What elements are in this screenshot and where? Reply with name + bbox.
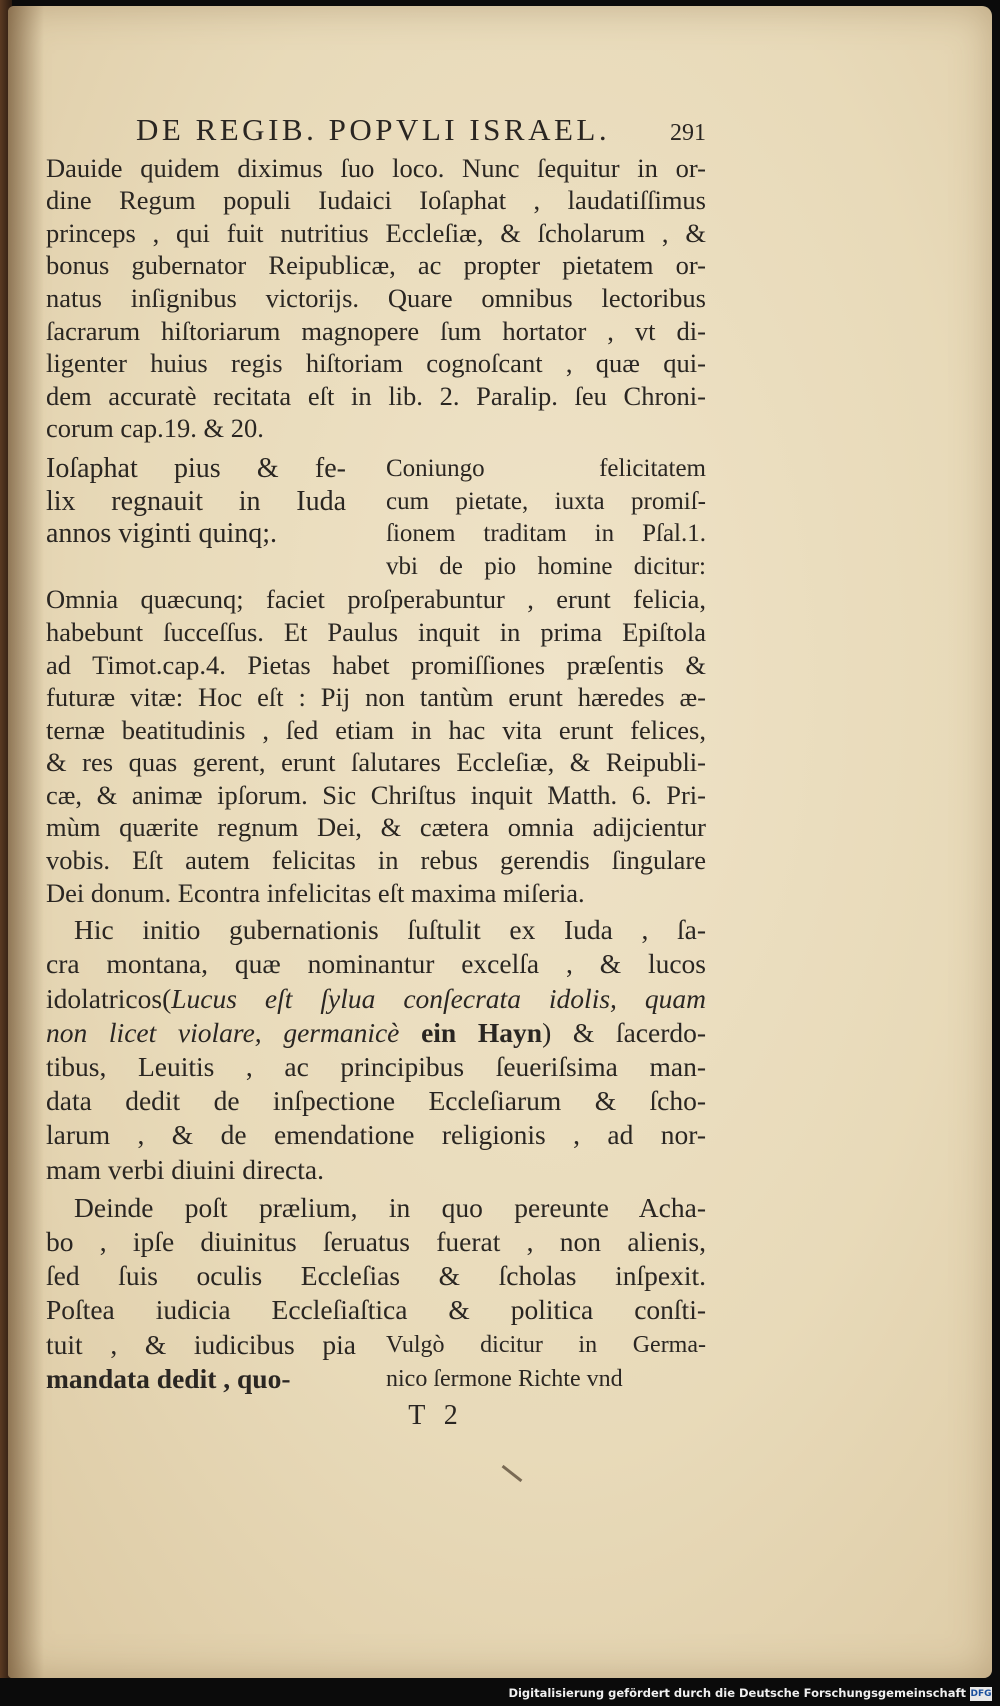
text-line: mùm quærite regnum Dei, & cætera omnia adijcientur — [46, 812, 706, 843]
text-line: cum pietate, iuxta promiſ- — [386, 487, 706, 515]
text-line: Dei donum. Econtra infelicitas eſt maxima miſeria. — [46, 877, 585, 908]
text-line: ſionem traditam in Pſal.1. — [386, 520, 706, 548]
text-line: dine Regum populi Iudaici Ioſaphat , laudatiſſimus — [46, 185, 706, 216]
commentary-column — [386, 453, 706, 583]
text-line: tibus, Leuitis , ac principibus ſeueriſsima man- — [46, 1051, 706, 1083]
gloss-italic: non licet violare, germanicè — [46, 1016, 400, 1048]
text-line: mam verbi diuini directa. — [46, 1153, 324, 1185]
page-gutter-shadow — [8, 6, 44, 1678]
text-line: Hic initio gubernationis ſuſtulit ex Iuda , ſa- — [74, 914, 706, 946]
text-line: Vulgò dicitur in Germa- — [386, 1331, 706, 1358]
text-line: Poſtea iudicia Eccleſiaſtica & politica conſti- — [46, 1294, 706, 1326]
text-line: habebunt ſucceſſus. Et Paulus inquit in prima Epiſtola — [46, 616, 706, 647]
text-line: ad Timot.cap.4. Pietas habet promiſſiones præſentis & — [46, 649, 706, 680]
text-line: annos viginti quinq;. — [46, 518, 277, 550]
text-line: mandata dedit , quo- — [46, 1362, 291, 1394]
gloss-italic: Lucus eſt ſylua conſecrata idolis, quam — [171, 982, 706, 1014]
text-line: & res quas gerent, erunt ſalutares Eccleſiæ, & Reipubli- — [46, 747, 706, 778]
text-line: natus inſignibus victorijs. Quare omnibus lectoribus — [46, 282, 706, 313]
book-page — [8, 6, 992, 1678]
text-line: lix regnauit in Iuda — [46, 485, 346, 517]
reign-statement — [46, 453, 346, 583]
intro-paragraph — [46, 152, 706, 445]
text-line: tuit , & iudicibus pia — [46, 1328, 356, 1360]
text-line: data dedit de inſpectione Eccleſiarum & ſcho- — [46, 1085, 706, 1117]
two-column-section — [46, 453, 706, 583]
text-line: ſacrarum hiſtoriarum magnopere ſum hortator , vt di- — [46, 315, 706, 346]
text-line-with-gloss — [46, 1016, 706, 1050]
text-line: bonus gubernator Reipublicæ, ac propter pietatem or- — [46, 250, 706, 281]
text-line: Ioſaphat pius & fe- — [46, 452, 346, 484]
text-line-with-gloss — [46, 982, 706, 1016]
text-line: nico ſermone Richte vnd — [386, 1365, 623, 1392]
text-line: cæ, & animæ ipſorum. Sic Chriſtus inquit Matth. 6. Pri- — [46, 779, 706, 810]
text-line: ſed ſuis oculis Eccleſias & ſcholas inſpexit. — [46, 1260, 706, 1292]
text-line: futuræ vitæ: Hoc eſt : Pij non tantùm erunt hæredes æ- — [46, 682, 706, 713]
running-title: DE REGIB. POPVLI ISRAEL. — [136, 112, 611, 147]
dfg-logo-icon: DFG — [970, 1689, 992, 1699]
text-segment: ) & ſacerdo- — [542, 1016, 707, 1048]
funding-credit: Digitalisierung gefördert durch die Deutsche Forschungsgemeinschaft — [508, 1686, 966, 1700]
page-number: 291 — [670, 120, 706, 146]
text-line: ternæ beatitudinis , ſed etiam in hac vita erunt felices, — [46, 714, 706, 745]
text-line: vbi de pio homine dicitur: — [386, 552, 706, 580]
page-text — [46, 114, 706, 1433]
bottom-two-column — [46, 1328, 706, 1396]
text-line: vobis. Eſt autem felicitas in rebus gerendis ſingulare — [46, 845, 706, 876]
text-line: bo , ipſe diuinitus ſeruatus fuerat , non alienis, — [46, 1226, 706, 1258]
felicity-paragraph — [46, 583, 706, 909]
text-line: ligenter huius regis hiſtoriam cognoſcant , quæ qui- — [46, 348, 706, 379]
text-line: Dauide quidem diximus ſuo loco. Nunc ſequitur in or- — [46, 152, 706, 183]
inspection-paragraph — [46, 1191, 706, 1328]
text-line: corum cap.19. & 20. — [46, 413, 264, 444]
ink-mark — [502, 1465, 523, 1482]
text-line: Coniungo felicitatem — [386, 454, 706, 482]
text-line: Deinde poſt prælium, in quo pereunte Acha- — [74, 1191, 706, 1223]
text-line: larum , & de emendatione religionis , ad nor- — [46, 1119, 706, 1151]
running-header — [46, 114, 706, 150]
signature-mark: T 2 — [408, 1400, 464, 1432]
german-gloss: ein Hayn — [421, 1016, 543, 1048]
text-line: cra montana, quæ nominantur excelſa , & lucos — [46, 948, 706, 980]
text-line: princeps , qui fuit nutritius Eccleſiæ, & ſcholarum , & — [46, 217, 706, 248]
text-line: dem accuratè recitata eſt in lib. 2. Paralip. ſeu Chroni- — [46, 380, 706, 411]
reforms-paragraph — [46, 913, 706, 1187]
bottom-left-column — [46, 1328, 356, 1396]
text-segment: idolatricos( — [46, 982, 172, 1014]
bottom-right-note — [386, 1328, 706, 1396]
text-line: Omnia quæcunq; faciet proſperabuntur , erunt felicia, — [46, 584, 706, 615]
